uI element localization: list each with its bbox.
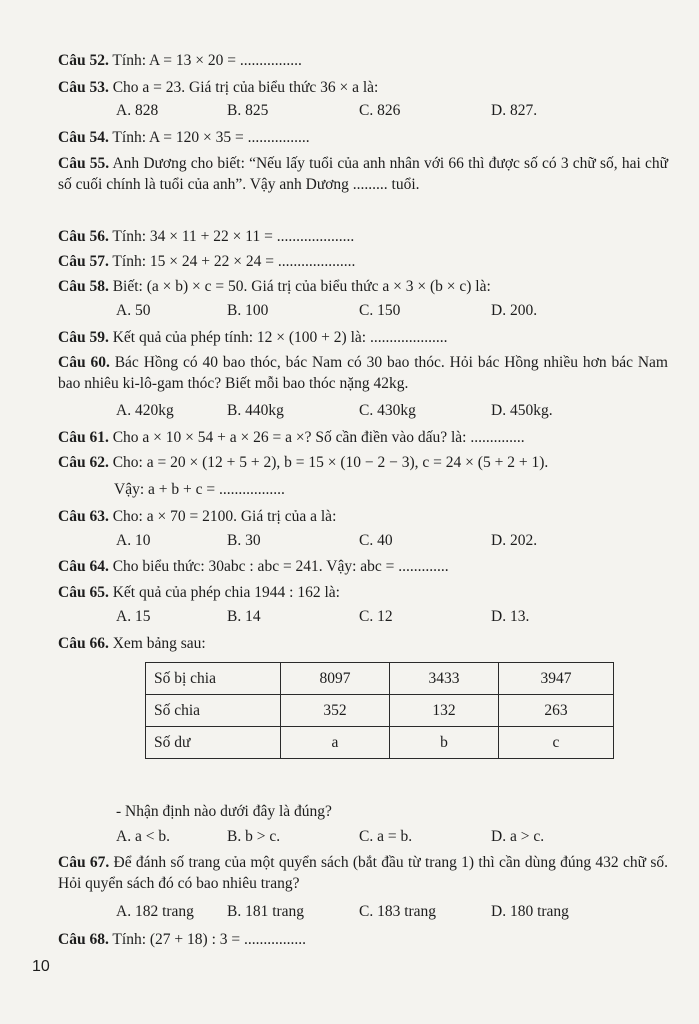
option-c[interactable]: C. 826 [359,102,401,119]
question-68: Câu 68. Tính: (27 + 18) : 3 = ................ [58,931,306,948]
question-52: Câu 52. Tính: A = 13 × 20 = ................ [58,52,302,69]
option-b[interactable]: B. 825 [227,102,269,119]
option-d[interactable]: D. 450kg. [491,402,553,419]
option-d[interactable]: D. 180 trang [491,903,569,920]
table-row [146,727,614,759]
option-c[interactable]: C. 430kg [359,402,416,419]
option-c[interactable]: C. 183 trang [359,903,437,920]
option-d[interactable]: D. 13. [491,608,530,625]
page-number: 10 [32,958,50,975]
question-67: Câu 67. Để đánh số trang của một quyển sách (bắt đầu từ trang 1) thì cần dùng đúng 432 chữ số. Hỏi quyển sách đó có bao nhiêu trang? [58,854,668,892]
option-c[interactable]: C. a = b. [359,828,413,845]
option-d[interactable]: D. a > c. [491,828,545,845]
table-cell: c [499,727,614,759]
question-66-prompt: - Nhận định nào dưới đây là đúng? [116,803,332,820]
option-b[interactable]: B. 440kg [227,402,284,419]
table-row [146,663,614,695]
option-c[interactable]: C. 40 [359,532,393,549]
table-cell: 3947 [499,663,614,695]
question-54: Câu 54. Tính: A = 120 × 35 = ................ [58,129,310,146]
option-a[interactable]: A. 828 [116,102,159,119]
table-cell: 132 [390,695,499,727]
table-row [146,695,614,727]
table-cell: Số chia [146,695,281,727]
table-cell: Số dư [146,727,281,759]
option-a[interactable]: A. 50 [116,302,151,319]
question-59: Câu 59. Kết quả của phép tính: 12 × (100 + 2) là: .................... [58,329,448,346]
question-63: Câu 63. Cho: a × 70 = 2100. Giá trị của a là: [58,508,337,525]
option-b[interactable]: B. 14 [227,608,261,625]
option-a[interactable]: A. 10 [116,532,151,549]
table-cell: Số bị chia [146,663,281,695]
option-d[interactable]: D. 202. [491,532,538,549]
question-55: Câu 55. Anh Dương cho biết: “Nếu lấy tuổi của anh nhân với 66 thì được số có 3 chữ số, hai chữ số cuối chính là tuổi của anh”. Vậy anh Dương ......... tuổi. [58,155,668,193]
option-a[interactable]: A. 420kg [116,402,174,419]
question-66: Câu 66. Xem bảng sau: [58,635,206,652]
table-cell: 263 [499,695,614,727]
option-a[interactable]: A. 182 trang [116,903,194,920]
option-a[interactable]: A. 15 [116,608,151,625]
question-61: Câu 61. Cho a × 10 × 54 + a × 26 = a ×? Số cần điền vào dấu? là: .............. [58,429,525,446]
option-d[interactable]: D. 827. [491,102,538,119]
question-64: Câu 64. Cho biểu thức: 30abc : abc = 241. Vậy: abc = ............. [58,558,449,575]
table-cell: 352 [281,695,390,727]
option-b[interactable]: B. 181 trang [227,903,305,920]
option-b[interactable]: B. b > c. [227,828,281,845]
table-cell: a [281,727,390,759]
option-c[interactable]: C. 12 [359,608,393,625]
option-a[interactable]: A. a < b. [116,828,170,845]
question-53: Câu 53. Cho a = 23. Giá trị của biểu thức 36 × a là: [58,79,379,96]
question-57: Câu 57. Tính: 15 × 24 + 22 × 24 = .................... [58,253,356,270]
question-58: Câu 58. Biết: (a × b) × c = 50. Giá trị của biểu thức a × 3 × (b × c) là: [58,278,491,295]
question-65: Câu 65. Kết quả của phép chia 1944 : 162 là: [58,584,340,601]
table-cell: b [390,727,499,759]
table-cell: 3433 [390,663,499,695]
option-b[interactable]: B. 100 [227,302,269,319]
question-62: Câu 62. Cho: a = 20 × (12 + 5 + 2), b = 15 × (10 − 2 − 3), c = 24 × (5 + 2 + 1). [58,454,549,471]
question-60: Câu 60. Bác Hồng có 40 bao thóc, bác Nam có 30 bao thóc. Hỏi bác Hồng nhiều hơn bác Nam bao nhiêu ki-lô-gam thóc? Biết mỗi bao thóc nặng 42kg. [58,354,668,392]
option-c[interactable]: C. 150 [359,302,401,319]
option-d[interactable]: D. 200. [491,302,538,319]
division-table [145,662,614,759]
question-56: Câu 56. Tính: 34 × 11 + 22 × 11 = .................... [58,228,355,245]
table-cell: 8097 [281,663,390,695]
question-62-line2: Vậy: a + b + c = ................. [114,481,285,498]
option-b[interactable]: B. 30 [227,532,261,549]
